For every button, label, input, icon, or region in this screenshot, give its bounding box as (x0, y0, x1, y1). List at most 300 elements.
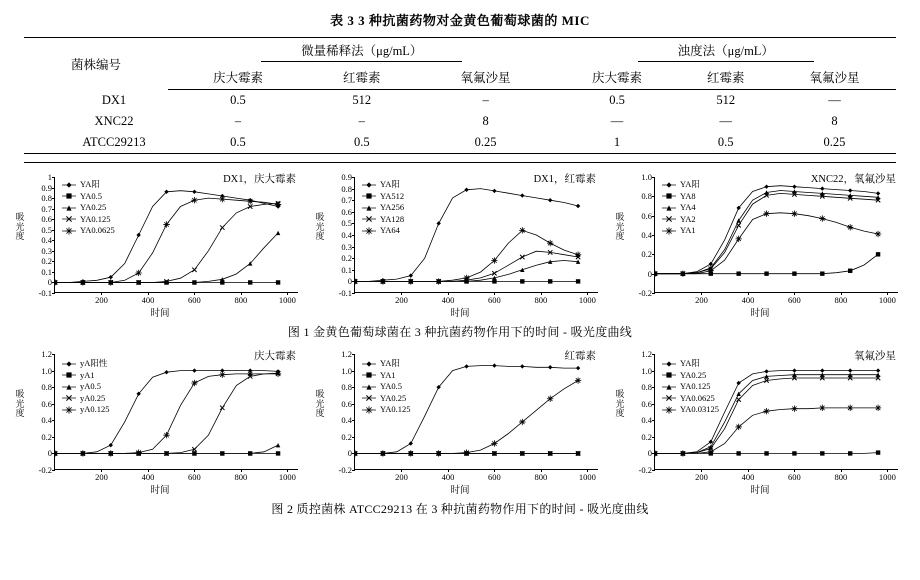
y-tick-mark (652, 274, 655, 275)
chart-title: 红霉素 (564, 351, 596, 362)
y-tick-mark (352, 293, 355, 294)
legend-label: YA阳 (380, 179, 400, 189)
legend-label: YA0.0625 (680, 392, 715, 403)
x-tick-label: 800 (234, 472, 248, 482)
y-tick-label: 0.1 (41, 266, 52, 277)
x-tick-label: 800 (834, 295, 848, 305)
y-tick-mark (652, 354, 655, 355)
y-tick-label: 0 (47, 448, 52, 459)
legend-item (661, 179, 700, 191)
legend-label: YA0.25 (80, 202, 107, 212)
y-tick-label: 1.2 (641, 349, 652, 359)
y-axis-label: 吸 光 度 (315, 389, 325, 418)
line-chart (614, 346, 906, 496)
legend-item (61, 202, 115, 214)
line-chart (14, 169, 306, 319)
legend-label: yA0.25 (80, 392, 106, 403)
y-tick-label: 0.6 (41, 398, 52, 409)
legend-marker-diamond (361, 359, 377, 369)
x-tick-label: 600 (788, 295, 801, 305)
legend-label: YA8 (680, 190, 696, 201)
y-tick-mark (652, 453, 655, 454)
y-tick-label: 0.2 (641, 249, 652, 260)
y-tick-label: 0.2 (641, 431, 652, 442)
y-tick-label: -0.2 (338, 465, 352, 475)
legend-marker-diamond (661, 180, 677, 190)
y-tick-label: 0 (647, 448, 652, 459)
cell-strain: XNC22 (94, 114, 134, 128)
y-tick-mark (352, 212, 355, 213)
y-axis-label: 吸 光 度 (615, 389, 625, 418)
x-tick-mark (448, 469, 449, 472)
y-tick-label: 1.2 (341, 349, 352, 359)
legend-marker-triangle (361, 382, 377, 392)
x-tick-mark (401, 292, 402, 295)
legend-label: yA阳性 (80, 358, 108, 368)
legend-item (661, 381, 719, 393)
header-erythromycin-1: 红霉素 (308, 65, 416, 90)
figure2-caption: 图 2 质控菌株 ATCC29213 在 3 种抗菌药物作用下的时间 - 吸光度曲线 (271, 502, 649, 516)
legend-marker-cross (361, 214, 377, 224)
x-tick-mark (701, 469, 702, 472)
legend-marker-square (61, 191, 77, 201)
legend-marker-diamond (361, 180, 377, 190)
table-title: 表 3 3 种抗菌药物对金黄色葡萄球菌的 MIC (330, 13, 590, 28)
header-microdilution: 微量稀释法（μg/mL） (168, 38, 556, 66)
y-tick-label: 0 (347, 276, 352, 287)
cell-value: 0.5 (308, 132, 416, 154)
header-strain: 菌株编号 (24, 38, 168, 90)
mic-table-wrap (24, 37, 896, 154)
cell-value: 0.25 (416, 132, 556, 154)
x-tick-label: 400 (141, 472, 155, 482)
y-tick-label: 0.8 (641, 382, 652, 393)
legend-marker-diamond (61, 359, 77, 369)
x-tick-mark (794, 469, 795, 472)
x-tick-label: 1000 (578, 472, 596, 482)
cell-value: 0.25 (773, 132, 896, 154)
x-tick-mark (494, 292, 495, 295)
y-tick-label: 0.4 (41, 235, 52, 246)
x-tick-label: 400 (741, 295, 755, 305)
cell-value: — (828, 93, 841, 107)
x-tick-mark (541, 469, 542, 472)
y-axis-label: 吸 光 度 (315, 212, 325, 241)
y-axis-label: 吸 光 度 (615, 212, 625, 241)
y-tick-mark (52, 371, 55, 372)
legend-item (61, 404, 110, 416)
x-tick-label: 600 (788, 472, 801, 482)
cell-value: – (482, 93, 489, 107)
y-tick-label: 1.0 (641, 365, 652, 376)
legend-item (61, 214, 115, 226)
line-chart (314, 346, 606, 496)
x-tick-label: 600 (488, 472, 501, 482)
legend-marker-triangle (61, 203, 77, 213)
x-tick-mark (194, 292, 195, 295)
x-tick-label: 200 (395, 295, 408, 305)
page (0, 10, 920, 580)
legend-label: YA0.25 (380, 392, 407, 403)
x-tick-label: 1000 (878, 295, 896, 305)
legend-item (361, 191, 404, 203)
legend-label: YA4 (680, 202, 696, 212)
legend-label: YA0.5 (380, 381, 402, 391)
y-tick-label: -0.2 (38, 465, 52, 475)
cell-value: – (358, 114, 365, 128)
x-tick-label: 400 (141, 295, 155, 305)
y-tick-mark (352, 270, 355, 271)
mic-table (24, 37, 896, 154)
y-tick-label: 0.8 (641, 191, 652, 202)
figure2-charts (14, 346, 906, 496)
y-tick-label: 0.5 (41, 224, 52, 235)
legend-item (661, 393, 719, 405)
y-tick-label: 0.1 (341, 264, 352, 275)
legend-item (661, 225, 700, 237)
x-tick-label: 200 (95, 472, 108, 482)
chart-legend (661, 179, 700, 237)
x-tick-label: 200 (395, 472, 408, 482)
legend-item (661, 202, 700, 214)
plot-area (338, 172, 598, 305)
x-tick-label: 400 (741, 472, 755, 482)
y-tick-label: -0.1 (338, 288, 352, 298)
legend-marker-star (361, 405, 377, 415)
y-tick-label: 1.0 (41, 365, 52, 376)
x-tick-label: 200 (695, 295, 708, 305)
y-tick-label: 0.4 (341, 415, 352, 426)
legend-label: yA0.125 (80, 404, 110, 414)
y-tick-label: 0.8 (341, 382, 352, 393)
y-tick-mark (352, 404, 355, 405)
y-tick-mark (652, 470, 655, 471)
x-tick-label: 1000 (278, 472, 296, 482)
cell-value: – (234, 114, 242, 128)
y-tick-mark (652, 420, 655, 421)
x-tick-label: 800 (834, 472, 848, 482)
legend-label: YA阳 (80, 179, 100, 189)
y-tick-mark (652, 387, 655, 388)
x-axis-label: 时间 (750, 309, 770, 319)
y-tick-label: 1.0 (641, 172, 652, 182)
legend-marker-square (661, 370, 677, 380)
x-tick-label: 600 (188, 472, 201, 482)
y-tick-label: -0.2 (638, 465, 652, 475)
plot-area (38, 349, 298, 482)
x-axis-label: 时间 (150, 486, 170, 496)
x-tick-mark (841, 292, 842, 295)
legend-item (61, 393, 110, 405)
legend-marker-square (361, 370, 377, 380)
x-tick-label: 400 (441, 295, 455, 305)
legend-label: YA阳 (680, 358, 700, 368)
y-tick-mark (52, 282, 55, 283)
x-tick-label: 400 (441, 472, 455, 482)
y-tick-label: 0 (647, 268, 652, 279)
legend-label: YA0.125 (80, 213, 111, 224)
y-tick-mark (52, 420, 55, 421)
legend-label: YA阳 (680, 179, 700, 189)
legend-item (361, 214, 404, 226)
x-axis-label: 时间 (450, 486, 470, 496)
y-tick-mark (652, 371, 655, 372)
legend-marker-star (61, 226, 77, 236)
legend-label: YA0.125 (380, 404, 411, 414)
y-tick-label: 0.3 (341, 241, 352, 252)
header-turbidimetry: 浊度法（μg/mL） (556, 38, 896, 66)
y-axis-label: 吸 光 度 (15, 212, 25, 241)
legend-item (361, 358, 410, 370)
legend-item (61, 381, 110, 393)
y-tick-label: 0.6 (341, 206, 352, 217)
cell-value: 8 (831, 114, 838, 128)
x-tick-label: 200 (695, 472, 708, 482)
y-tick-mark (352, 200, 355, 201)
cell-value: — (610, 114, 624, 128)
y-tick-mark (352, 354, 355, 355)
line-chart (614, 169, 906, 319)
y-tick-mark (52, 209, 55, 210)
x-tick-mark (494, 469, 495, 472)
legend-marker-star (661, 405, 677, 415)
y-tick-mark (352, 437, 355, 438)
y-tick-mark (52, 219, 55, 220)
x-tick-label: 1000 (878, 472, 896, 482)
cell-strain: ATCC29213 (24, 132, 168, 154)
legend-label: YA0.125 (680, 381, 711, 391)
legend-marker-cross (661, 214, 677, 224)
legend-label: YA0.0625 (80, 225, 115, 235)
y-tick-label: 0.4 (341, 230, 352, 240)
y-tick-mark (52, 453, 55, 454)
x-tick-mark (241, 292, 242, 295)
legend-marker-triangle (661, 203, 677, 213)
y-tick-mark (52, 198, 55, 199)
table-row (24, 132, 896, 154)
header-ofloxacin-2: 氧氟沙星 (773, 65, 896, 90)
x-tick-mark (401, 469, 402, 472)
legend-marker-diamond (61, 180, 77, 190)
cell-value: 512 (352, 93, 372, 107)
x-tick-mark (241, 469, 242, 472)
y-tick-label: 0 (347, 448, 352, 459)
y-tick-label: 0.2 (41, 256, 52, 267)
legend-item (61, 370, 110, 382)
x-tick-mark (701, 292, 702, 295)
chart-legend (361, 358, 410, 416)
y-tick-mark (652, 216, 655, 217)
chart-title: 氧氟沙星 (854, 351, 896, 362)
legend-label: YA0.25 (680, 369, 707, 380)
y-tick-label: 1.0 (341, 365, 352, 376)
figure1-caption: 图 1 金黄色葡萄球菌在 3 种抗菌药物作用下的时间 - 吸光度曲线 (287, 325, 633, 339)
legend-marker-cross (361, 393, 377, 403)
cell-value: — (719, 114, 732, 128)
y-tick-mark (352, 453, 355, 454)
plot-area (38, 172, 298, 305)
x-tick-label: 1000 (278, 295, 296, 305)
y-tick-label: 1 (47, 172, 52, 182)
y-tick-label: 0.6 (641, 210, 652, 221)
x-axis-label: 时间 (150, 309, 170, 319)
legend-label: YA1 (380, 369, 396, 380)
legend-marker-square (61, 370, 77, 380)
table-header-row-1 (24, 38, 896, 66)
legend-marker-star (661, 226, 677, 236)
y-tick-label: 0.4 (641, 230, 652, 240)
x-tick-mark (887, 469, 888, 472)
y-tick-mark (52, 251, 55, 252)
y-tick-mark (352, 177, 355, 178)
x-tick-mark (587, 292, 588, 295)
y-tick-mark (352, 235, 355, 236)
y-tick-mark (352, 223, 355, 224)
table-row (24, 90, 896, 112)
y-tick-label: 0.2 (41, 431, 52, 442)
y-tick-label: 0.2 (341, 431, 352, 442)
y-tick-label: 0.9 (341, 172, 352, 182)
legend-label: YA512 (380, 190, 405, 201)
y-tick-mark (352, 470, 355, 471)
legend-item (361, 202, 404, 214)
y-tick-label: 1.2 (41, 349, 52, 359)
y-tick-mark (52, 230, 55, 231)
x-tick-mark (748, 292, 749, 295)
y-tick-label: -0.1 (38, 288, 52, 298)
x-axis-label: 时间 (450, 309, 470, 319)
y-tick-mark (52, 354, 55, 355)
cell-value: 512 (716, 93, 736, 107)
cell-value: 0.5 (230, 93, 246, 107)
y-tick-mark (52, 470, 55, 471)
x-tick-mark (101, 469, 102, 472)
y-tick-label: 0 (47, 277, 52, 288)
y-tick-label: 0.6 (641, 398, 652, 409)
x-tick-mark (194, 469, 195, 472)
chart-title: XNC22，氧氟沙星 (810, 174, 896, 185)
y-tick-mark (352, 371, 355, 372)
cell-value: 8 (482, 114, 489, 128)
y-tick-label: 0.7 (41, 203, 52, 214)
y-tick-mark (52, 261, 55, 262)
legend-marker-star (361, 226, 377, 236)
chart-title: DX1，红霉素 (533, 174, 596, 185)
y-tick-label: 0.2 (341, 253, 352, 264)
y-tick-mark (652, 254, 655, 255)
legend-marker-cross (61, 214, 77, 224)
chart-legend (61, 358, 110, 416)
legend-marker-square (661, 191, 677, 201)
cell-value: 1 (556, 132, 679, 154)
y-tick-mark (652, 404, 655, 405)
table-row (24, 111, 896, 132)
cell-value: 0.5 (609, 93, 625, 107)
y-tick-mark (352, 387, 355, 388)
x-tick-mark (101, 292, 102, 295)
legend-item (361, 393, 410, 405)
x-tick-mark (287, 469, 288, 472)
legend-marker-triangle (61, 382, 77, 392)
plot-area (638, 172, 898, 305)
chart-legend (661, 358, 719, 416)
x-tick-mark (287, 292, 288, 295)
x-tick-mark (148, 292, 149, 295)
figure1-charts (14, 169, 906, 319)
legend-marker-triangle (361, 203, 377, 213)
x-tick-label: 200 (95, 295, 108, 305)
legend-label: YA256 (380, 202, 405, 212)
legend-item (361, 381, 410, 393)
y-tick-mark (652, 196, 655, 197)
header-gentamicin-1: 庆大霉素 (168, 65, 308, 90)
y-tick-label: 0.4 (641, 415, 652, 426)
header-erythromycin-2: 红霉素 (679, 65, 773, 90)
x-tick-label: 800 (534, 472, 548, 482)
legend-item (61, 179, 115, 191)
y-tick-mark (352, 189, 355, 190)
legend-label: YA阳 (380, 358, 400, 368)
y-tick-mark (352, 247, 355, 248)
figure-divider (24, 162, 896, 163)
y-tick-label: 0.8 (41, 382, 52, 393)
y-axis-label: 吸 光 度 (15, 389, 25, 418)
y-tick-mark (652, 177, 655, 178)
x-tick-mark (148, 469, 149, 472)
chart-title: 庆大霉素 (254, 351, 296, 362)
legend-label: YA128 (380, 213, 405, 224)
x-tick-mark (748, 469, 749, 472)
legend-item (661, 191, 700, 203)
y-tick-mark (352, 281, 355, 282)
header-gentamicin-2: 庆大霉素 (556, 65, 679, 90)
y-tick-mark (52, 177, 55, 178)
legend-item (361, 370, 410, 382)
y-tick-mark (52, 188, 55, 189)
legend-marker-cross (61, 393, 77, 403)
x-tick-label: 1000 (578, 295, 596, 305)
y-tick-label: 0.9 (41, 182, 52, 193)
y-tick-mark (52, 293, 55, 294)
y-tick-mark (52, 240, 55, 241)
x-tick-label: 800 (234, 295, 248, 305)
x-tick-mark (794, 292, 795, 295)
legend-item (361, 179, 404, 191)
x-tick-mark (541, 292, 542, 295)
legend-item (661, 358, 719, 370)
plot-area (338, 349, 598, 482)
legend-label: yA1 (80, 369, 95, 380)
cell-strain: DX1 (101, 92, 127, 107)
y-tick-label: 0.6 (41, 214, 52, 225)
legend-marker-diamond (661, 359, 677, 369)
header-ofloxacin-1: 氧氟沙星 (416, 65, 556, 90)
y-tick-label: 0.8 (341, 183, 352, 194)
legend-marker-square (361, 191, 377, 201)
legend-label: YA1 (680, 225, 696, 235)
chart-legend (61, 179, 115, 237)
legend-item (661, 404, 719, 416)
legend-item (661, 370, 719, 382)
x-tick-label: 600 (188, 295, 201, 305)
cell-value: 0.5 (168, 132, 308, 154)
legend-label: YA2 (680, 213, 696, 224)
cell-value: 0.5 (679, 132, 773, 154)
y-tick-mark (652, 235, 655, 236)
legend-item (61, 225, 115, 237)
x-tick-mark (448, 292, 449, 295)
x-tick-mark (841, 469, 842, 472)
